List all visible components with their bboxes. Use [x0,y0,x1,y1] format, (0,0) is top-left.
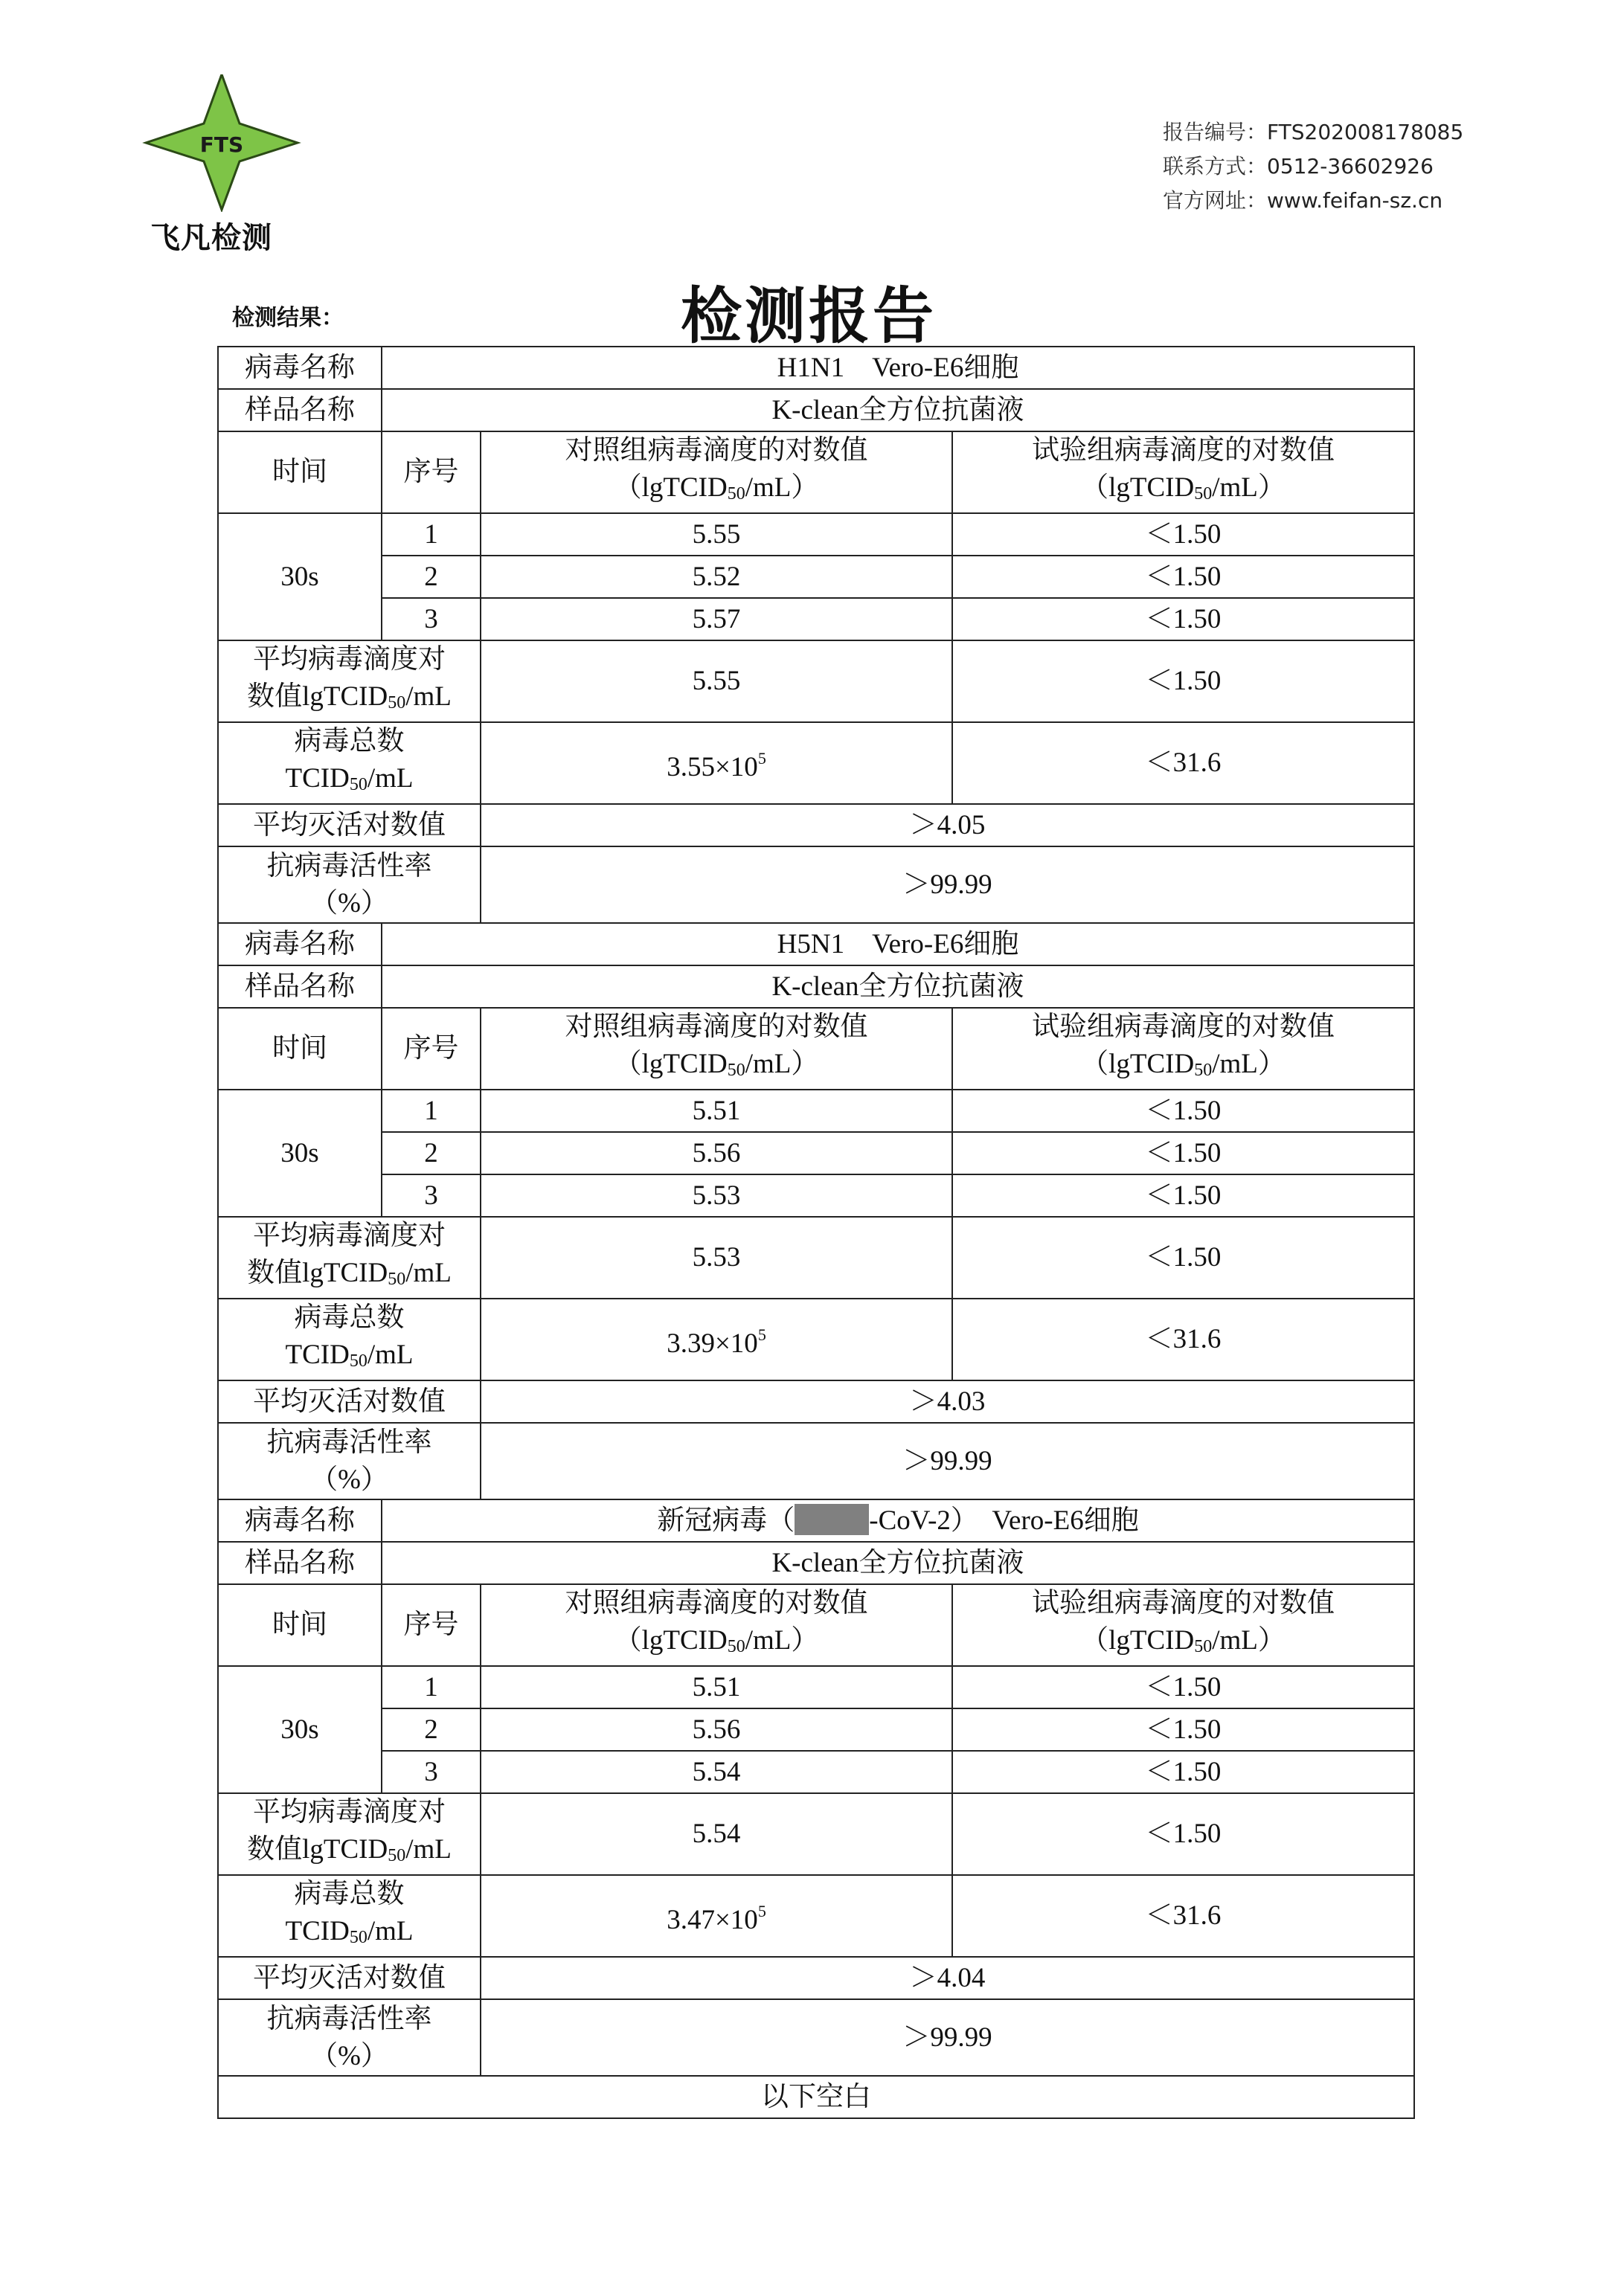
table-row [218,1174,1414,1217]
report-number: 报告编号：FTS202008178085 [1163,120,1464,144]
test-value: ＜1.50 [952,1708,1414,1751]
sample-name-label: 样品名称 [218,389,382,431]
table-row [218,1132,1414,1174]
avg-inactivation-row [218,804,1414,846]
avg-control-value: 5.55 [481,640,952,722]
antiviral-rate-row [218,1999,1414,2076]
test-value: ＜1.50 [952,1666,1414,1708]
avg-titer-row [218,1793,1414,1875]
antiviral-rate-label: 抗病毒活性率 （%） [218,846,481,923]
time-header: 时间 [218,1008,382,1090]
avg-inactivation-row [218,1957,1414,1999]
avg-inactivation-label: 平均灭活对数值 [218,1380,481,1423]
test-value: ＜1.50 [952,1751,1414,1793]
antiviral-rate-label: 抗病毒活性率 （%） [218,1999,481,2076]
antiviral-rate-value: ＞99.99 [481,1423,1414,1499]
blank-below-note: 以下空白 [218,2076,1414,2118]
page-title: 检测报告 [681,280,937,352]
svg-text:FTS: FTS [199,132,244,157]
sample-name-row [218,1542,1414,1584]
section-label: 检测结果： [232,305,344,331]
time-value: 30s [218,513,382,640]
control-value: 5.51 [481,1090,952,1132]
seq-header: 序号 [382,431,481,513]
table-row [218,1090,1414,1132]
avg-titer-row [218,1217,1414,1299]
redaction-block [795,1504,869,1535]
virus-name-label: 病毒名称 [218,1499,382,1542]
control-header: 对照组病毒滴度的对数值 （lgTCID50/mL） [481,431,952,513]
time-header: 时间 [218,1584,382,1666]
sample-name-label: 样品名称 [218,1542,382,1584]
time-value: 30s [218,1666,382,1793]
control-value: 5.56 [481,1132,952,1174]
avg-test-value: ＜1.50 [952,1793,1414,1875]
table-row [218,1751,1414,1793]
control-header: 对照组病毒滴度的对数值 （lgTCID50/mL） [481,1008,952,1090]
column-header-row [218,1008,1414,1090]
seq-value: 2 [382,556,481,598]
virus-name-value: 新冠病毒（ -CoV-2） Vero-E6细胞 [382,1499,1414,1542]
total-test-value: ＜31.6 [952,722,1414,804]
antiviral-rate-row [218,1423,1414,1499]
company-name: 飞凡检测 [150,221,272,255]
seq-value: 2 [382,1708,481,1751]
total-virus-label: 病毒总数 TCID50/mL [218,1299,481,1380]
total-virus-row [218,1299,1414,1380]
results-table [217,346,1415,2119]
blank-below-row [218,2076,1414,2118]
antiviral-rate-value: ＞99.99 [481,846,1414,923]
avg-inactivation-value: ＞4.03 [481,1380,1414,1423]
table-row [218,556,1414,598]
table-row [218,513,1414,556]
sample-name-value: K-clean全方位抗菌液 [382,389,1414,431]
avg-titer-label: 平均病毒滴度对 数值lgTCID50/mL [218,640,481,722]
seq-value: 2 [382,1132,481,1174]
avg-inactivation-value: ＞4.04 [481,1957,1414,1999]
test-value: ＜1.50 [952,1132,1414,1174]
control-value: 5.53 [481,1174,952,1217]
total-virus-row [218,1875,1414,1957]
sample-name-value: K-clean全方位抗菌液 [382,965,1414,1008]
total-test-value: ＜31.6 [952,1299,1414,1380]
column-header-row [218,431,1414,513]
time-value: 30s [218,1090,382,1217]
control-value: 5.57 [481,598,952,640]
report-meta [1163,115,1463,218]
antiviral-rate-row [218,846,1414,923]
star-logo-icon [140,74,304,212]
table-row [218,1666,1414,1708]
total-virus-label: 病毒总数 TCID50/mL [218,1875,481,1957]
virus-name-value: H5N1 Vero-E6细胞 [382,923,1414,965]
avg-titer-row [218,640,1414,722]
seq-header: 序号 [382,1584,481,1666]
total-control-value: $3.39\times 10^5$ [481,1299,952,1380]
virus-name-row [218,1499,1414,1542]
virus-name-row [218,347,1414,389]
virus-name-label: 病毒名称 [218,923,382,965]
table-row [218,1708,1414,1751]
sample-name-label: 样品名称 [218,965,382,1008]
control-value: 5.51 [481,1666,952,1708]
control-value: 5.56 [481,1708,952,1751]
control-value: 5.55 [481,513,952,556]
avg-titer-label: 平均病毒滴度对 数值lgTCID50/mL [218,1217,481,1299]
antiviral-rate-value: ＞99.99 [481,1999,1414,2076]
table-row [218,598,1414,640]
avg-test-value: ＜1.50 [952,640,1414,722]
seq-value: 3 [382,598,481,640]
test-header: 试验组病毒滴度的对数值 （lgTCID50/mL） [952,1584,1414,1666]
virus-name-value: H1N1 Vero-E6细胞 [382,347,1414,389]
test-value: ＜1.50 [952,1090,1414,1132]
total-virus-row [218,722,1414,804]
test-value: ＜1.50 [952,513,1414,556]
avg-inactivation-label: 平均灭活对数值 [218,1957,481,1999]
avg-control-value: 5.54 [481,1793,952,1875]
virus-name-label: 病毒名称 [218,347,382,389]
seq-value: 3 [382,1751,481,1793]
avg-test-value: ＜1.50 [952,1217,1414,1299]
seq-value: 1 [382,1666,481,1708]
seq-value: 3 [382,1174,481,1217]
avg-inactivation-label: 平均灭活对数值 [218,804,481,846]
test-value: ＜1.50 [952,598,1414,640]
total-control-value: $3.55\times 10^5$ [481,722,952,804]
avg-control-value: 5.53 [481,1217,952,1299]
test-header: 试验组病毒滴度的对数值 （lgTCID50/mL） [952,1008,1414,1090]
seq-header: 序号 [382,1008,481,1090]
contact-phone: 联系方式：0512-36602926 [1163,154,1434,179]
seq-value: 1 [382,1090,481,1132]
test-header: 试验组病毒滴度的对数值 （lgTCID50/mL） [952,431,1414,513]
website: 官方网址：www.feifan-sz.cn [1163,188,1443,213]
test-value: ＜1.50 [952,556,1414,598]
avg-inactivation-row [218,1380,1414,1423]
control-header: 对照组病毒滴度的对数值 （lgTCID50/mL） [481,1584,952,1666]
column-header-row [218,1584,1414,1666]
sample-name-row [218,965,1414,1008]
control-value: 5.54 [481,1751,952,1793]
total-control-value: $3.47\times 10^5$ [481,1875,952,1957]
total-test-value: ＜31.6 [952,1875,1414,1957]
control-value: 5.52 [481,556,952,598]
test-value: ＜1.50 [952,1174,1414,1217]
avg-inactivation-value: ＞4.05 [481,804,1414,846]
antiviral-rate-label: 抗病毒活性率 （%） [218,1423,481,1499]
virus-name-row [218,923,1414,965]
avg-titer-label: 平均病毒滴度对 数值lgTCID50/mL [218,1793,481,1875]
company-logo [134,74,312,260]
sample-name-row [218,389,1414,431]
sample-name-value: K-clean全方位抗菌液 [382,1542,1414,1584]
total-virus-label: 病毒总数 TCID50/mL [218,722,481,804]
time-header: 时间 [218,431,382,513]
seq-value: 1 [382,513,481,556]
